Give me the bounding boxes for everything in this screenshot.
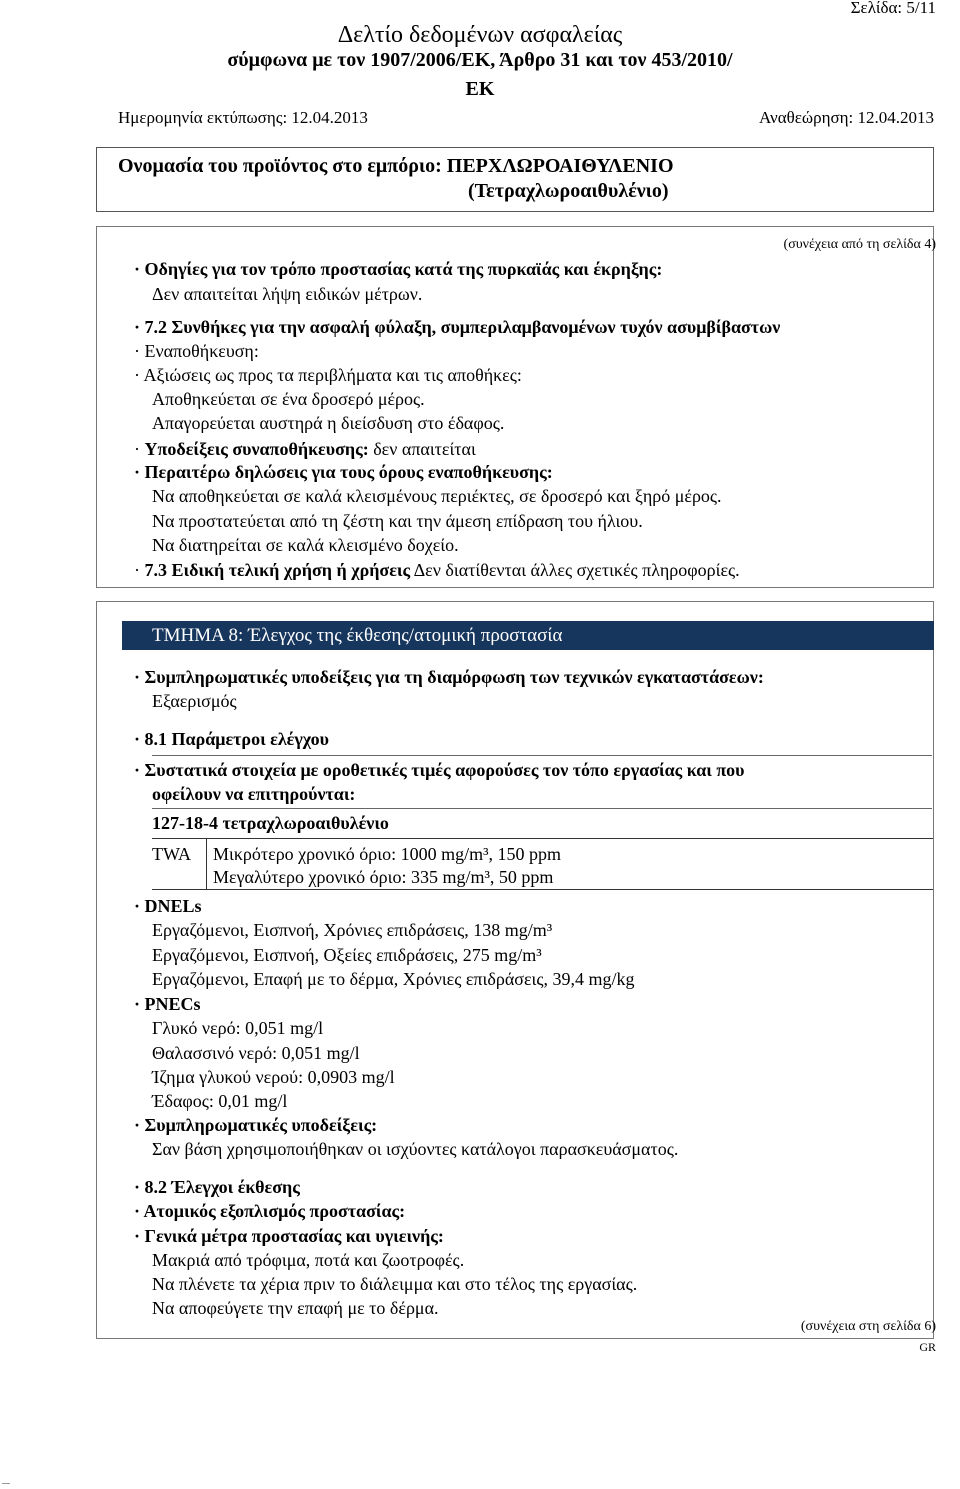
ppe-heading: · Ατομικός εξοπλισμός προστασίας: [134,1200,405,1223]
twa-long-term: Μεγαλύτερο χρονικό όριο: 335 mg/m³, 50 ppm [213,867,554,887]
section-8-title-bar: ΤΜΗΜΑ 8: Έλεγχος της έκθεσης/ατομική προστασία [122,621,934,650]
print-date: Ημερομηνία εκτύπωσης: 12.04.2013 [118,108,368,127]
dnels-heading: · DNELs [134,895,202,918]
dnel-3: Εργαζόμενοι, Επαφή με το δέρμα, Χρόνιες επιδράσεις, 39,4 mg/kg [152,969,635,989]
further-storage-heading: · Περαιτέρω δηλώσεις για τους όρους εναποθήκευσης: [134,461,553,484]
section-8-2-heading: · 8.2 Έλεγχοι έκθεσης [134,1176,300,1199]
storage-label: · Εναποθήκευση: [134,340,259,363]
document-title: Δελτίο δεδομένων ασφαλείας [337,22,623,48]
product-name: Ονομασία του προϊόντος στο εμπόριο: ΠΕΡΧΛΩΡΟΑΙΘΥΛΕΝΙΟ [118,155,674,177]
revision-date: Αναθεώρηση: 12.04.2013 [759,108,934,127]
country-code: GR [919,1340,936,1354]
storage-requirement-1: Αποθηκεύεται σε ένα δροσερό μέρος. [152,389,425,409]
section-8-1-heading: · 8.1 Παράμετροι ελέγχου [134,728,329,751]
subtitle-line-1: σύμφωνα με τον 1907/2006/ΕΚ, Άρθρο 31 και τον 453/2010/ [227,49,733,71]
fire-protection-heading: · Οδηγίες για τον τρόπο προστασίας κατά της πυρκαϊάς και έκρηξης: [134,258,662,281]
section-7-3-label: 7.3 Ειδική τελική χρήση ή χρήσεις [144,560,411,580]
co-storage-label: Υποδείξεις συναποθήκευσης: [144,439,369,459]
pnec-4: Έδαφος: 0,01 mg/l [152,1091,288,1111]
section-7-2-heading: · 7.2 Συνθήκες για την ασφαλή φύλαξη, συμπεριλαμβανομένων τυχόν ασυμβίβαστων [134,316,780,339]
twa-table-divider [206,838,207,890]
further-storage-2: Να προστατεύεται από τη ζέστη και την άμεση επίδραση του ήλιου. [152,511,643,531]
section-7-3-line [134,559,740,582]
dnel-1: Εργαζόμενοι, Εισπνοή, Χρόνιες επιδράσεις, 138 mg/m³ [152,920,553,940]
pnec-3: Ίζημα γλυκού νερού: 0,0903 mg/l [152,1067,395,1087]
pnec-2: Θαλασσινό νερό: 0,051 mg/l [152,1043,360,1063]
further-storage-3: Να διατηρείται σε καλά κλεισμένο δοχείο. [152,535,459,555]
continued-to-note: (συνέχεια στη σελίδα 6) [800,1319,936,1334]
pnecs-heading: · PNECs [134,993,201,1016]
extra-notes-value: Σαν βάση χρησιμοποιήθηκαν οι ισχύοντες κατάλογοι παρασκευάσματος. [152,1139,679,1159]
components-heading-2: οφείλουν να επιτηρούνται: [152,784,356,804]
twa-label: TWA [152,844,191,864]
hygiene-1: Μακριά από τρόφιμα, ποτά και ζωοτροφές. [152,1250,465,1270]
technical-facilities-heading: · Συμπληρωματικές υποδείξεις για τη διαμόρφωση των τεχνικών εγκαταστάσεων: [134,666,764,689]
page-number: Σελίδα: 5/11 [850,0,936,17]
continued-from-note: (συνέχεια από τη σελίδα 4) [783,237,936,252]
document-subtitle [0,46,960,104]
divider [152,755,932,756]
storage-requirements-heading: · Αξιώσεις ως προς τα περιβλήματα και τις αποθήκες: [134,364,522,387]
hygiene-3: Να αποφεύγετε την επαφή με το δέρμα. [152,1298,439,1318]
further-storage-1: Να αποθηκεύεται σε καλά κλεισμένους περιέκτες, σε δροσερό και ξηρό μέρος. [152,486,722,506]
fire-protection-text: Δεν απαιτείται λήψη ειδικών μέτρων. [152,284,423,304]
storage-requirement-2: Απαγορεύεται αυστηρά η διείσδυση στο έδαφος. [152,413,505,433]
extra-notes-heading: · Συμπληρωματικές υποδείξεις: [134,1114,377,1137]
components-heading-1: · Συστατικά στοιχεία με οροθετικές τιμές αφορούσες τον τόπο εργασίας και που [134,759,745,782]
product-chemical-name: (Τετραχλωροαιθυλένιο) [468,180,669,202]
hygiene-heading: · Γενικά μέτρα προστασίας και υγιεινής: [134,1225,444,1248]
divider [152,808,932,809]
substance-name: 127-18-4 τετραχλωροαιθυλένιο [152,813,389,833]
page-mark [2,1483,10,1484]
section-7-3-value: Δεν διατίθενται άλλες σχετικές πληροφορίες. [410,560,740,580]
pnec-1: Γλυκό νερό: 0,051 mg/l [152,1018,324,1038]
co-storage-value: δεν απαιτείται [368,439,476,459]
hygiene-2: Να πλένετε τα χέρια πριν το διάλειμμα και στο τέλος της εργασίας. [152,1274,638,1294]
dnel-2: Εργαζόμενοι, Εισπνοή, Οξείες επιδράσεις, 275 mg/m³ [152,945,542,965]
subtitle-line-2: ΕΚ [465,78,495,100]
technical-facilities-value: Εξαερισμός [152,691,237,711]
twa-short-term: Μικρότερο χρονικό όριο: 1000 mg/m³, 150 ppm [213,844,562,864]
co-storage-line [134,438,476,461]
